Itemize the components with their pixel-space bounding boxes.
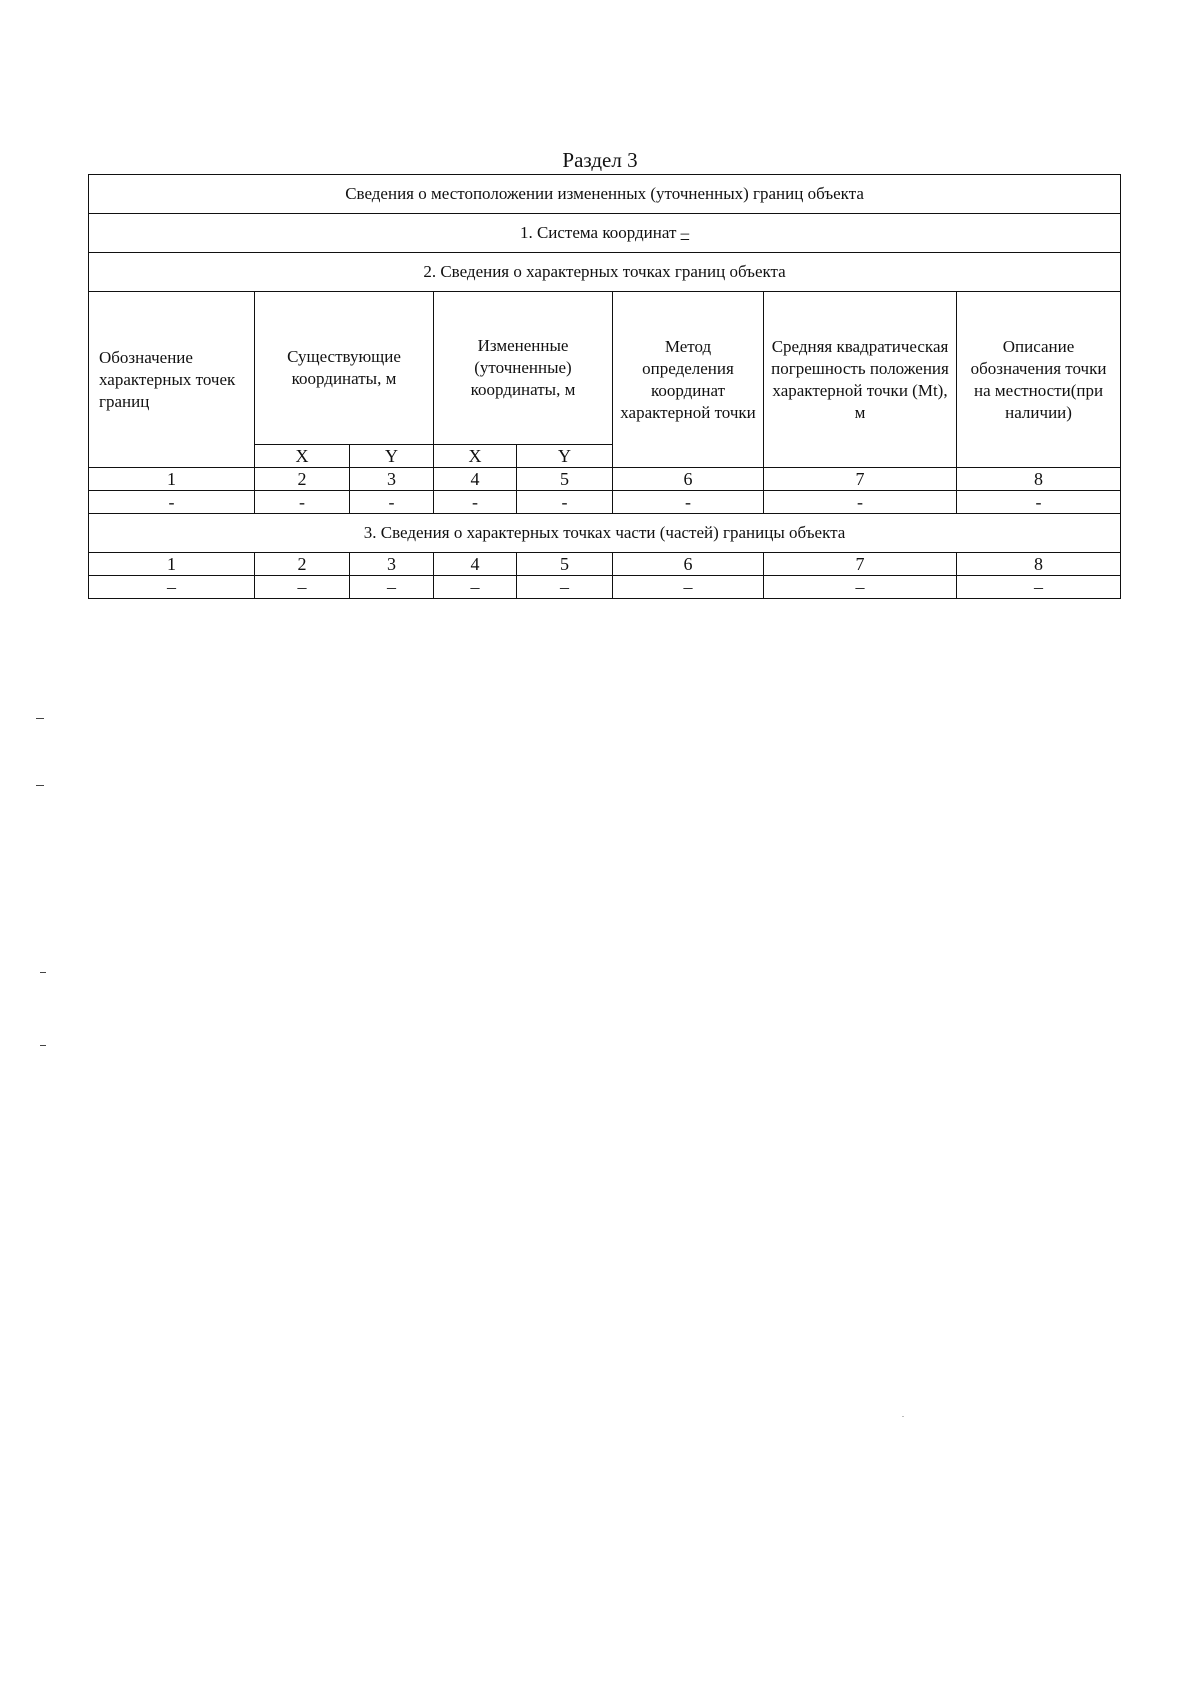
column-number: 2: [255, 553, 350, 576]
column-number: 4: [434, 468, 517, 491]
table-cell: -: [350, 491, 434, 514]
scan-mark: [902, 1416, 904, 1417]
table-cell: –: [764, 576, 957, 599]
table-row: [89, 491, 1121, 514]
column-number: 8: [957, 553, 1121, 576]
table-title: Сведения о местоположении измененных (уточненных) границ объекта: [89, 175, 1121, 214]
section-title: Раздел 3: [562, 148, 638, 172]
table-cell: -: [89, 491, 255, 514]
table-cell: –: [517, 576, 613, 599]
table-cell: –: [350, 576, 434, 599]
header-error: Средняя квадратическая погрешность положения характерной точки (Mt), м: [764, 292, 957, 468]
column-number: 5: [517, 553, 613, 576]
header-point-designation: Обозначение характерных точек границ: [89, 292, 255, 468]
table-cell: –: [89, 576, 255, 599]
scan-mark: [36, 785, 44, 786]
table-cell: –: [434, 576, 517, 599]
section3-heading: 3. Сведения о характерных точках части (частей) границы объекта: [89, 514, 1121, 553]
column-number: 2: [255, 468, 350, 491]
coordinate-system-cell: [89, 214, 1121, 253]
coordinate-system-label: 1. Система координат: [519, 223, 681, 242]
table-cell: -: [255, 491, 350, 514]
coordinate-system-value: –: [680, 223, 690, 242]
table-cell: –: [255, 576, 350, 599]
table-cell: -: [517, 491, 613, 514]
column-number: 8: [957, 468, 1121, 491]
column-number: 7: [764, 553, 957, 576]
column-number: 5: [517, 468, 613, 491]
column-number: 7: [764, 468, 957, 491]
table-cell: -: [957, 491, 1121, 514]
scan-mark: [40, 972, 46, 973]
column-number: 4: [434, 553, 517, 576]
table-cell: -: [613, 491, 764, 514]
column-number: 1: [89, 553, 255, 576]
section2-heading-row: [89, 253, 1121, 292]
section2-heading: 2. Сведения о характерных точках границ объекта: [89, 253, 1121, 292]
subheader-existing-x: X: [255, 445, 350, 468]
column-number: 6: [613, 553, 764, 576]
column-number: 6: [613, 468, 764, 491]
scan-mark: [36, 718, 44, 719]
column-header-row: [89, 292, 1121, 445]
scan-mark: [40, 1045, 46, 1046]
header-existing-coords: Существующие координаты, м: [255, 292, 434, 445]
section3-column-number-row: [89, 553, 1121, 576]
coordinate-system-row: [89, 214, 1121, 253]
table-cell: -: [434, 491, 517, 514]
column-number: 3: [350, 468, 434, 491]
header-method: Метод определения координат характерной точки: [613, 292, 764, 468]
header-changed-coords: Измененные (уточненные) координаты, м: [434, 292, 613, 445]
column-number: 3: [350, 553, 434, 576]
table-cell: –: [957, 576, 1121, 599]
boundary-table: [88, 174, 1121, 599]
subheader-existing-y: Y: [350, 445, 434, 468]
column-number-row: [89, 468, 1121, 491]
section3-heading-row: [89, 514, 1121, 553]
subheader-changed-y: Y: [517, 445, 613, 468]
table-cell: -: [764, 491, 957, 514]
table-title-row: [89, 175, 1121, 214]
header-description: Описание обозначения точки на местности(при наличии): [957, 292, 1121, 468]
column-number: 1: [89, 468, 255, 491]
table-cell: –: [613, 576, 764, 599]
subheader-changed-x: X: [434, 445, 517, 468]
table-row: [89, 576, 1121, 599]
